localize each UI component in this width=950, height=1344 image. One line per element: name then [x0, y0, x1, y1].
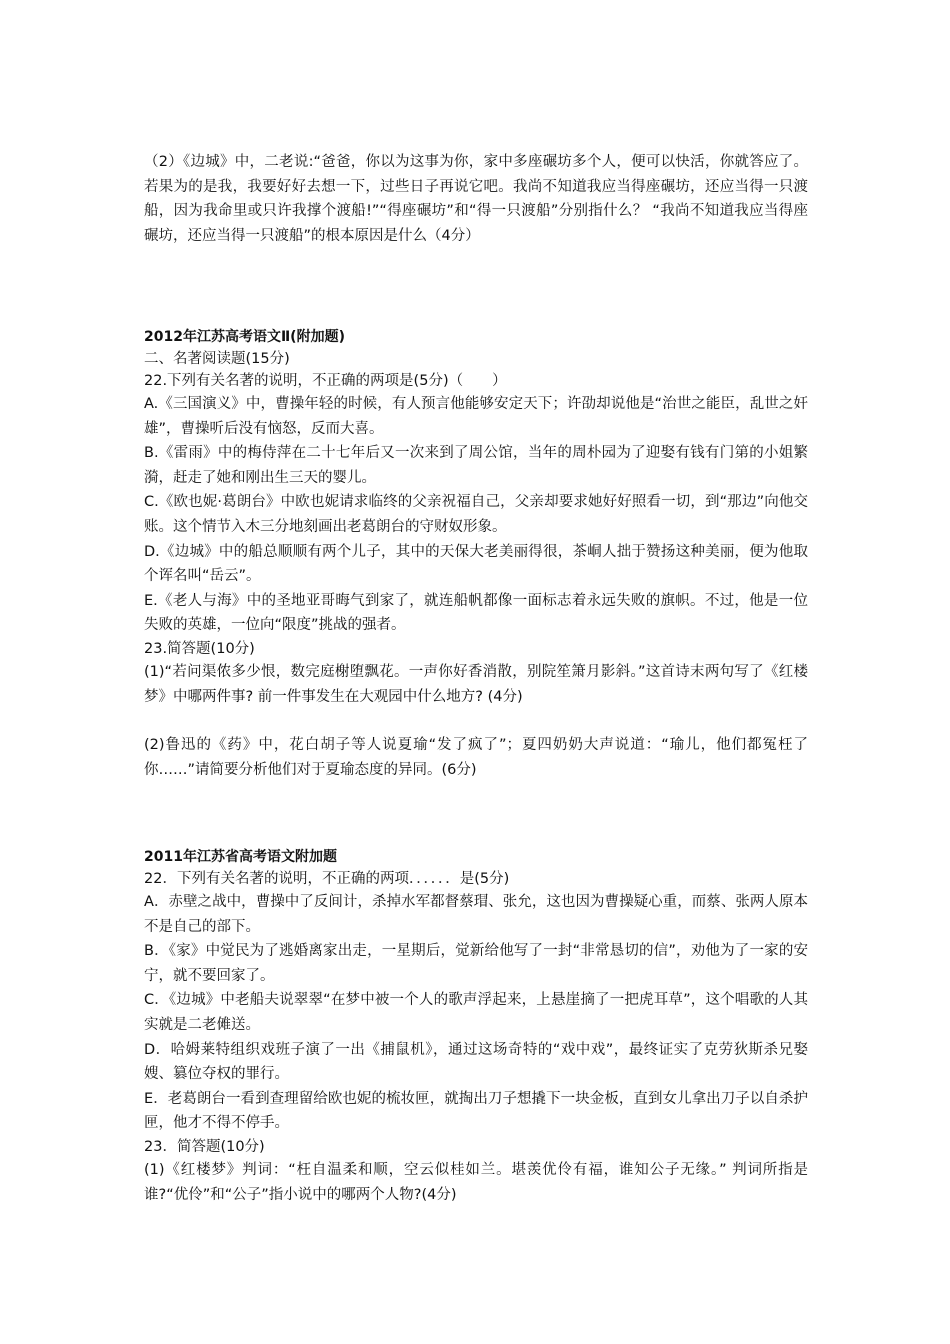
question-23: 23.简答题(10分) — [144, 640, 255, 657]
option-d: D.《边城》中的船总顺顺有两个儿子，其中的天保大老美丽得很，茶峒人拙于赞扬这种美丽，便为他取个诨名叫“岳云”。 — [144, 543, 808, 585]
section-2011 — [144, 846, 808, 1207]
section-subtitle: 二、名著阅读题(15分) — [144, 351, 290, 367]
section-title: 2011年江苏省高考语文附加题 — [144, 849, 337, 865]
question-23-2: (2)鲁迅的《药》中，花白胡子等人说夏瑜“发了疯了”；夏四奶奶大声说道：“瑜儿，他们都冤枉了你……”请简要分析他们对于夏瑜态度的异同。(6分) — [144, 737, 808, 778]
option-c: C．《边城》中老船夫说翠翠“在梦中被一个人的歌声浮起来，上悬崖摘了一把虎耳草”，这个唱歌的人其实就是二老傩送。 — [144, 992, 808, 1033]
option-b: B.《雷雨》中的梅侍萍在二十七年后又一次来到了周公馆，当年的周朴园为了迎娶有钱有门第的小姐繁漪，赶走了她和刚出生三天的婴儿。 — [144, 445, 808, 486]
option-b: B．《家》中觉民为了逃婚离家出走，一星期后，觉新给他写了一封“非常恳切的信”，劝他为了一家的安宁，就不要回家了。 — [144, 943, 808, 984]
option-a: A．赤壁之战中，曹操中了反间计，杀掉水军都督蔡瑁、张允，这也因为曹操疑心重，而蔡、张两人原本不是自己的部下。 — [144, 894, 808, 935]
question-text: （2）《边城》中，二老说:“爸爸，你以为这事为你，家中多座碾坊多个人，便可以快活，你就答应了。若果为的是我，我要好好去想一下，过些日子再说它吧。我尚不知道我应当得座碾坊，还应当得一只渡船，因为我命里或只许我撑个渡船!”“得座碾坊”和“得一只渡船”分别指什么？ “我尚不知道我应当得座碾坊，还应当得一只渡船”的根本原因是什么（4分） — [144, 154, 808, 244]
option-d: D．哈姆莱特组织戏班子演了一出《捕鼠机》，通过这场奇特的“戏中戏”，最终证实了克劳狄斯杀兄娶嫂、篡位夺权的罪行。 — [144, 1041, 808, 1083]
question-22: 22．下列有关名著的说明，不正确的两项．．．．．．是(5分) — [144, 871, 510, 887]
question-23-1: (1)《红楼梦》判词：“枉自温柔和顺，空云似桂如兰。堪羡优伶有福，谁知公子无缘。” 判词所指是谁?“优伶”和“公子”指小说中的哪两个人物?(4分) — [144, 1161, 808, 1203]
question-22: 22.下列有关名著的说明，不正确的两项是(5分)（ ） — [144, 373, 507, 389]
option-a: A.《三国演义》中，曹操年轻的时候，有人预言他能够安定天下；许劭却说他是“治世之能臣，乱世之奸雄”，曹操听后没有恼怒，反而大喜。 — [144, 396, 808, 437]
section-2012 — [144, 326, 808, 782]
question-23: 23．简答题(10分) — [144, 1138, 265, 1155]
option-e: E．老葛朗台一看到查理留给欧也妮的梳妆匣，就掏出刀子想撬下一块金板，直到女儿拿出刀子以自杀护匣，他才不得不停手。 — [144, 1090, 808, 1132]
question-23-1: (1)“若问渠侬多少恨，数完庭榭堕飘花。一声你好香消散，别院笙箫月影斜。”这首诗末两句写了《红楼梦》中哪两件事? 前一件事发生在大观园中什么地方? (4分) — [144, 663, 808, 705]
question-biancheng — [144, 150, 808, 248]
section-title: 2012年江苏高考语文Ⅱ(附加题) — [144, 329, 345, 345]
option-c: C.《欧也妮·葛朗台》中欧也妮请求临终的父亲祝福自己，父亲却要求她好好照看一切，到“那边”向他交账。这个情节入木三分地刻画出老葛朗台的守财奴形象。 — [144, 494, 808, 535]
option-e: E.《老人与海》中的圣地亚哥晦气到家了，就连船帆都像一面标志着永远失败的旗帜。不过，他是一位失败的英雄，一位向“限度”挑战的强者。 — [144, 592, 808, 634]
